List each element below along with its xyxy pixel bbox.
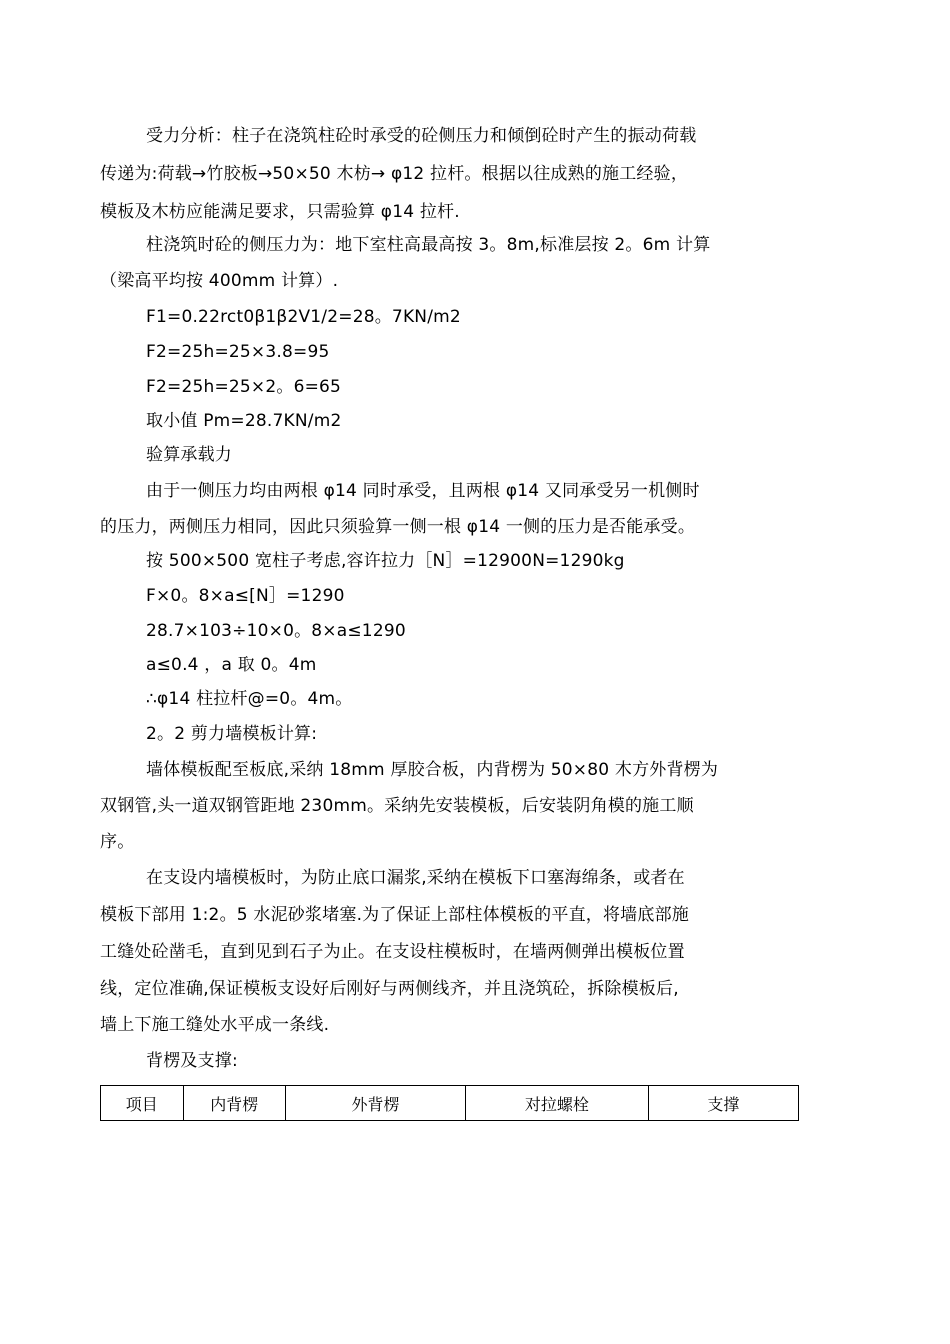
text-line: （梁高平均按 400mm 计算）. xyxy=(100,271,339,291)
text-line: 在支设内墙模板时，为防止底口漏浆,采纳在模板下口塞海绵条，或者在 xyxy=(146,868,685,888)
text-line: 墙体模板配至板底,采纳 18mm 厚胶合板，内背楞为 50×80 木方外背楞为 xyxy=(146,760,719,780)
table-header-cell: 支撑 xyxy=(648,1086,798,1121)
table-header-cell: 外背楞 xyxy=(286,1086,466,1121)
text-line: 模板下部用 1:2。5 水泥砂浆堵塞.为了保证上部柱体模板的平直，将墙底部施 xyxy=(100,905,689,925)
text-line: 双钢管,头一道双钢管距地 230mm。采纳先安装模板，后安装阴角模的施工顺 xyxy=(100,796,694,816)
table-header-cell: 内背楞 xyxy=(183,1086,285,1121)
text-line: 柱浇筑时砼的侧压力为：地下室柱高最高按 3。8m,标准层按 2。6m 计算 xyxy=(146,235,711,255)
text-line: 墙上下施工缝处水平成一条线. xyxy=(100,1015,330,1035)
formula-line: ∴φ14 柱拉杆@=0。4m。 xyxy=(146,689,353,709)
text-line: 序。 xyxy=(100,832,135,852)
formula-line: F2=25h=25×3.8=95 xyxy=(146,342,330,362)
table-header-row xyxy=(101,1086,799,1121)
text-line: 受力分析：柱子在浇筑柱砼时承受的砼侧压力和倾倒砼时产生的振动荷载 xyxy=(146,126,697,146)
formula-line: 取小值 Pm=28.7KN/m2 xyxy=(146,411,342,431)
text-line: 模板及木枋应能满足要求，只需验算 φ14 拉杆. xyxy=(100,202,460,222)
section-heading: 背楞及支撑: xyxy=(146,1051,238,1071)
formula-line: 28.7×103÷10×0。8×a≤1290 xyxy=(146,621,406,641)
formula-line: 按 500×500 宽柱子考虑,容许拉力［N］=12900N=1290kg xyxy=(146,551,625,571)
text-line: 线，定位准确,保证模板支设好后刚好与两侧线齐，并且浇筑砼，拆除模板后, xyxy=(100,979,679,999)
formula-line: F1=0.22rct0β1β2V1/2=28。7KN/m2 xyxy=(146,307,461,327)
text-line: 由于一侧压力均由两根 φ14 同时承受，且两根 φ14 又同承受另一机侧时 xyxy=(146,481,700,501)
table-header-cell: 项目 xyxy=(101,1086,184,1121)
formula-line: F2=25h=25×2。6=65 xyxy=(146,377,342,397)
formula-line: a≤0.4 ，a 取 0。4m xyxy=(146,655,317,675)
text-line: 的压力，两侧压力相同，因此只须验算一侧一根 φ14 一侧的压力是否能承受。 xyxy=(100,517,696,537)
section-heading: 验算承载力 xyxy=(146,445,232,465)
table-header-cell: 对拉螺栓 xyxy=(465,1086,648,1121)
text-line: 工缝处砼凿毛，直到见到石子为止。在支设柱模板时，在墙两侧弹出模板位置 xyxy=(100,942,685,962)
text-line: 传递为:荷载→竹胶板→50×50 木枋→ φ12 拉杆。根据以往成熟的施工经验， xyxy=(100,164,689,184)
support-table xyxy=(100,1085,799,1121)
section-heading: 2。2 剪力墙模板计算: xyxy=(146,724,318,744)
formula-line: F×0。8×a≤[N］=1290 xyxy=(146,586,345,606)
